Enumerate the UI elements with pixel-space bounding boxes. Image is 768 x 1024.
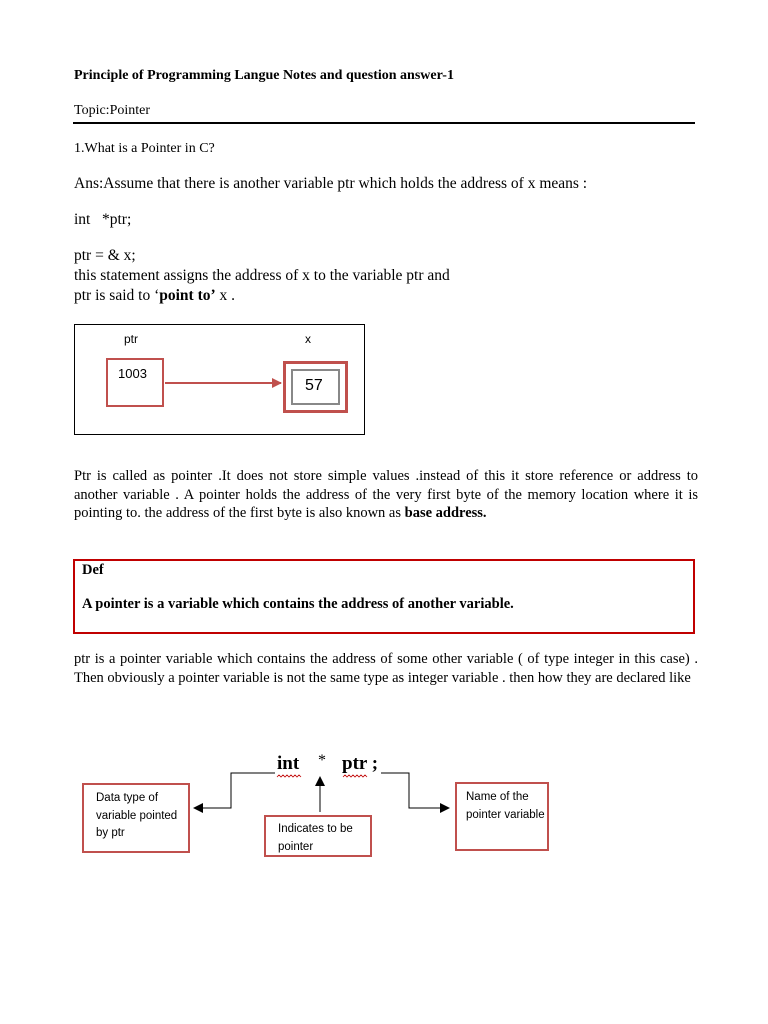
paragraph-text: Ptr is called as pointer .It does not store simple values .instead of this it store reference or address to another variable . A pointer holds the address of the very first byte of the memory location where it is pointing to. the address of the first byte is also known as	[74, 468, 698, 522]
ptr-value-box: 1003	[106, 358, 164, 407]
code-star: *	[318, 752, 326, 769]
spellcheck-squiggle	[277, 775, 301, 777]
code-int: int	[277, 753, 300, 774]
answer-text: ptr is said to ‘	[74, 287, 160, 304]
spellcheck-squiggle	[343, 775, 367, 777]
ptr-label: ptr	[124, 332, 139, 346]
ptr-connector	[381, 773, 449, 808]
bold-term: base address.	[404, 505, 487, 522]
answer-line: Ans:Assume that there is another variable ptr which holds the address of x means :	[74, 175, 588, 192]
data-type-box: Data type of variable pointed by ptr	[82, 783, 190, 853]
question-text: 1.What is a Pointer in C?	[74, 141, 215, 156]
answer-line: this statement assigns the address of x to the variable ptr and	[74, 267, 450, 284]
code-assignment: ptr = & x;	[74, 247, 136, 264]
code-declaration: int *ptr;	[74, 211, 132, 228]
declaration-explanation: ptr is a pointer variable which contains the address of some other variable ( of type integer in this case) . Then obviously a pointer variable is not the same type as integer variable . then how they are declared like	[74, 651, 698, 686]
definition-text: A pointer is a variable which contains the address of another variable.	[82, 596, 514, 612]
document-title: Principle of Programming Langue Notes and question answer-1	[74, 68, 454, 83]
variable-name-box: Name of the pointer variable	[455, 782, 549, 851]
bold-term: point to’	[159, 287, 216, 304]
pointer-indicator-box: Indicates to be pointer	[264, 815, 372, 857]
definition-title: Def	[82, 562, 104, 578]
code-ptr: ptr ;	[342, 753, 379, 774]
x-label: x	[305, 332, 311, 346]
int-connector	[194, 773, 275, 808]
answer-text: x .	[215, 287, 236, 304]
topic-heading: Topic:Pointer	[74, 103, 151, 118]
x-value: 57	[291, 369, 340, 405]
